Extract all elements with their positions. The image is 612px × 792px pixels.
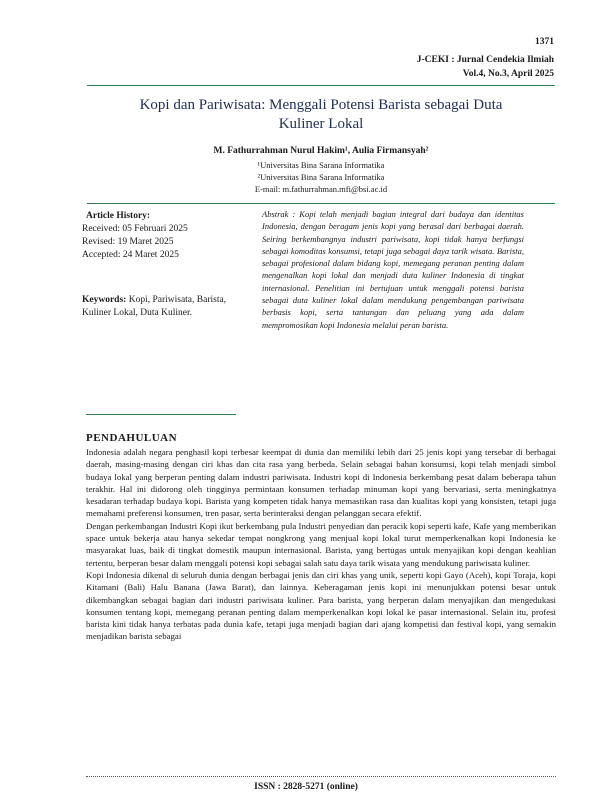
history-heading: Article History: [86,211,151,221]
title-line-2: Kuliner Lokal [278,116,364,132]
section-heading: PENDAHULUAN [86,432,178,444]
authors: M. Fathurrahman Nurul Hakim¹, Aulia Firmansyah² [213,146,429,156]
email: E-mail: m.fathurrahman.mfi@bsi.ac.id [254,184,388,194]
paragraph-2: Dengan perkembangan Industri Kopi ikut berkembang pula Industri penyedian dan peracik kopi seperti kafe, Kafe yang memberikan space untuk bekerja atau hanya sekedar tempat nongkrong yang menjual kopi lokal turut memperkenalkan kopi Indonesia ke masyarakat luas, baik di tingkat domestik maupun internasional. Barista, yang bertugas untuk menyajikan kopi dengan keahlian tertentu, berperan besar dalam menggali potensi kopi sebagai salah satu daya tarik wisata yang mendukung pariwisata kuliner. [86,520,556,568]
keywords [82,294,232,320]
journal-name: J-CEKI : Jurnal Cendekia Ilmiah [416,55,554,65]
paragraph-1: Indonesia adalah negara penghasil kopi terbesar keempat di dunia dan memiliki lebih dari 25 jenis kopi yang tersebar di berbagai daerah, masing-masing dengan ciri khas dan cita rasa yang berbeda. Selain sebagai bahan konsumsi, kopi telah menjadi simbol budaya lokal yang berperan penting dalam industri pariwisata. Industri kopi di Indonesia berkembang pesat dalam beberapa tahun terakhir. Hal ini didorong oleh tingginya permintaan konsumen terhadap minuman kopi yang bervariasi, serta meningkatnya kesadaran terhadap budaya kopi. Barista yang kompeten tidak hanya memastikan rasa dan kualitas kopi yang konsisten, tetapi juga memahami preferensi konsumen, tren pasar, serta berinteraksi dengan pelanggan secara efektif. [86,447,556,519]
footer-rule [86,776,556,777]
affiliation-1: ¹Universitas Bina Sarana Informatika [257,160,385,170]
received-date: Received: 05 Februari 2025 [82,224,188,234]
revised-date: Revised: 19 Maret 2025 [82,237,174,247]
info-bottom-rule [86,414,236,415]
article-history [82,210,232,262]
body-text [86,446,556,643]
header-rule [87,85,555,86]
title-line-1: Kopi dan Pariwisata: Menggali Potensi Barista sebagai Duta [139,97,503,113]
info-top-rule [87,203,555,204]
issn-footer: ISSN : 2828-5271 (online) [254,782,358,792]
paragraph-3: Kopi Indonesia dikenal di seluruh dunia dengan berbagai jenis dan ciri khas yang unik, seperti kopi Gayo (Aceh), kopi Toraja, kopi Kitamani (Bali) Halu Banana (Jawa Barat), dan lainnya. Keberagaman jenis kopi ini menunjukkan potensi besar untuk dikembangkan sebagai bagian dari industri pariwisata kuliner. Para barista, yang berperan dalam menyajikan dan mengedukasi konsumen tentang kopi, memegang peranan penting dalam memperkenalkan kopi lokal ke pasar internasional. Selain itu, profesi barista kini tidak hanya terbatas pada dunia kafe, tetapi juga menjadi bagian dari ajang kompetisi dan festival kopi, yang semakin menjadikan barista sebagai [86,569,556,642]
paper-title [95,96,547,134]
keywords-text: Kopi, Pariwisata, Barista, Kuliner Lokal, Duta Kuliner. [82,295,227,318]
page-number: 1371 [535,37,554,47]
keywords-label: Keywords: [82,295,127,305]
accepted-date: Accepted: 24 Maret 2025 [82,250,179,260]
volume-info: Vol.4, No.3, April 2025 [462,69,554,79]
abstract: Abstrak : Kopi telah menjadi bagian integral dari budaya dan identitas Indonesia, dengan beragam jenis kopi yang berasal dari berbagai daerah. Seiring berkembangnya industri pariwisata, kopi tidak hanya berfungsi sebagai komoditas konsumsi, tetapi juga sebagai daya tarik wisata. Barista, sebagai profesional dalam bidang kopi, memegang peranan penting dalam mengenalkan kopi lokal dan menjadi duta kuliner Indonesia di tingkat internasional. Penelitian ini bertujuan untuk menggali potensi barista sebagai duta kuliner lokal dalam mendukung pengembangan pariwisata berbasis kopi, serta tantangan dan peluang yang ada dalam mempromosikan kopi Indonesia melalui peran barista. [262,209,524,330]
affiliation-2: ²Universitas Bina Sarana Informatika [257,172,385,182]
